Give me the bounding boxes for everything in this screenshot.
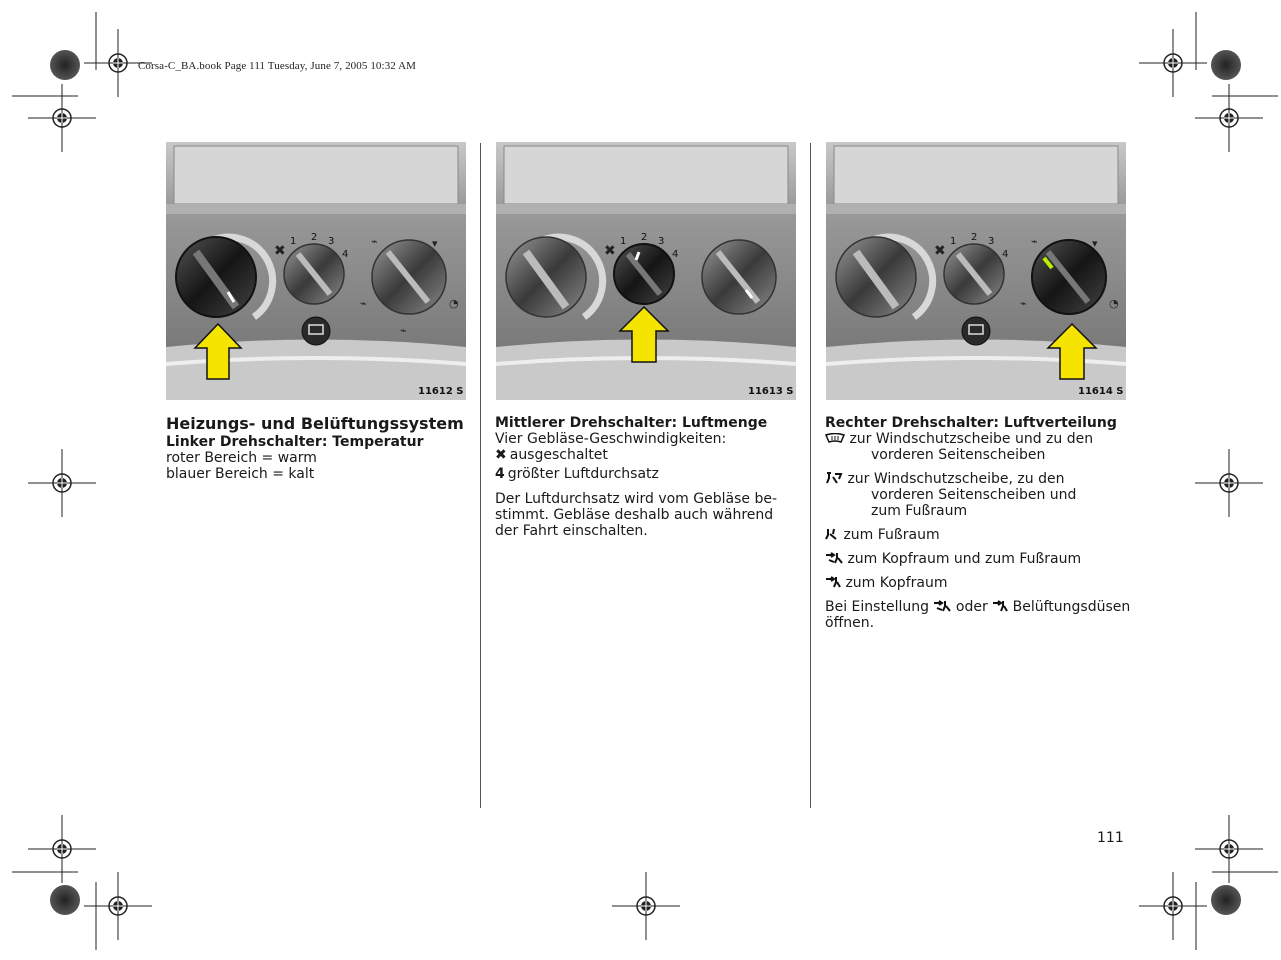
list-item: ✖ ausgeschaltet (495, 447, 608, 463)
head-icon (992, 600, 1008, 612)
head-footwell-icon (933, 600, 951, 612)
figure-distribution-knob (826, 142, 1126, 400)
distribution-heading: Rechter Drehschalter: Luftverteilung (825, 415, 1117, 431)
column-fan-speed (495, 415, 795, 539)
file-header: Corsa-C_BA.book Page 111 Tuesday, June 7, 2005 10:32 AM (138, 60, 417, 72)
svg-text:3: 3 (988, 236, 995, 247)
head-footwell-icon (825, 552, 843, 564)
windshield-icon (825, 433, 845, 444)
svg-text:◔: ◔ (449, 297, 459, 310)
column-divider (480, 143, 481, 808)
svg-text:⌁: ⌁ (400, 324, 407, 337)
closing-note: Bei Einstellung oder Belüftungsdüsen (825, 599, 1131, 615)
svg-text:⌁: ⌁ (1020, 297, 1027, 310)
text-line: Der Luftdurchsatz wird vom Gebläse be- (495, 491, 777, 507)
svg-text:2: 2 (641, 232, 648, 243)
figure-code: 11613 S (748, 386, 794, 397)
svg-text:✖: ✖ (274, 243, 286, 259)
list-item: zur Windschutzscheibe, zu den (825, 471, 1135, 487)
section-heading: Heizungs- und Belüftungssystem (166, 414, 464, 433)
fan-off-icon: ✖ (495, 447, 507, 463)
svg-text:▾: ▾ (432, 237, 438, 250)
svg-text:⌁: ⌁ (371, 235, 378, 248)
list-item: zur Windschutzscheibe und zu den (825, 431, 1135, 447)
column-temperature (166, 414, 466, 482)
svg-text:1: 1 (620, 236, 627, 247)
text-line: öffnen. (825, 615, 875, 631)
figure-fan-knob (496, 142, 796, 400)
fan-speed-3: 3 (328, 236, 335, 247)
svg-text:⌁: ⌁ (1031, 235, 1038, 248)
column-divider (810, 143, 811, 808)
text-line: blauer Bereich = kalt (166, 466, 315, 482)
text-line: roter Bereich = warm (166, 450, 317, 466)
fan-max-label: 4 (495, 466, 505, 482)
svg-text:4: 4 (672, 249, 679, 260)
text-line: stimmt. Gebläse deshalb auch während (495, 507, 774, 523)
column-air-distribution: Rechter Drehschalter: Luftverteilung zur Windschutzscheibe und zu den vorderen Seitenscheiben zur Windschutzscheibe, zu den vorderen Seitenscheiben und zum Fußraum zum Fußraum zum Kopfraum und zum Fußraum zum Kopfraum Bei Einstellung oder Belüftungsdüsen öffnen. (825, 415, 1135, 631)
list-item: 4 größter Luftdurchsatz (495, 466, 659, 482)
svg-text:✖: ✖ (604, 243, 616, 259)
fan-heading: Mittlerer Drehschalter: Luftmenge (495, 415, 768, 431)
svg-text:◔: ◔ (1109, 297, 1119, 310)
list-item: zum Kopfraum (825, 575, 1135, 591)
text-line: Vier Gebläse-Geschwindigkeiten: (495, 431, 727, 447)
svg-text:3: 3 (658, 236, 665, 247)
figure-code: 11614 S (1078, 386, 1124, 397)
head-icon (825, 576, 841, 588)
list-item: zum Kopfraum und zum Fußraum (825, 551, 1135, 567)
fan-speed-2: 2 (311, 232, 318, 243)
svg-text:▾: ▾ (1092, 237, 1098, 250)
svg-text:2: 2 (971, 232, 978, 243)
svg-text:✖: ✖ (934, 243, 946, 259)
figure-code: 11612 S (418, 386, 464, 397)
page-number: 111 (1097, 830, 1124, 846)
list-item: zum Fußraum (825, 527, 1135, 543)
temperature-heading: Linker Drehschalter: Temperatur (166, 434, 424, 450)
svg-text:4: 4 (1002, 249, 1009, 260)
figure-temperature-knob (166, 142, 466, 400)
fan-speed-4: 4 (342, 249, 349, 260)
svg-text:⌁: ⌁ (360, 297, 367, 310)
fan-speed-1: 1 (290, 236, 297, 247)
windshield-footwell-icon (825, 472, 843, 484)
svg-text:1: 1 (950, 236, 957, 247)
text-line: der Fahrt einschalten. (495, 523, 648, 539)
footwell-icon (825, 528, 839, 540)
star-target-icon (50, 50, 80, 80)
